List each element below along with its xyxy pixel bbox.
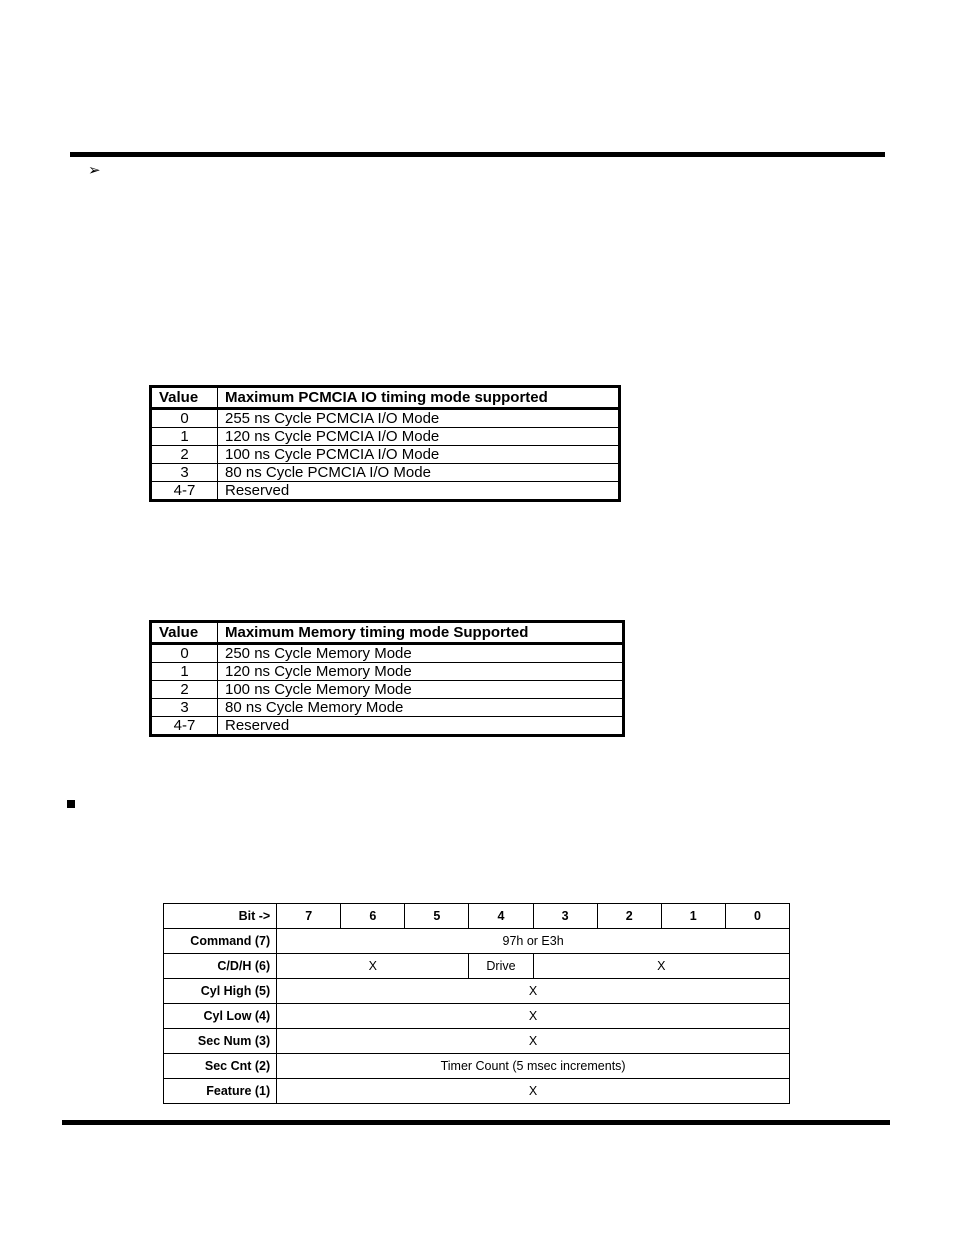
bit-number: 7	[277, 904, 341, 929]
register-row-cyl-low	[164, 1004, 790, 1029]
drive-bit: Drive	[469, 954, 533, 979]
mode-cell: 255 ns Cycle PCMCIA I/O Mode	[218, 409, 620, 428]
mode-cell: 120 ns Cycle Memory Mode	[218, 663, 624, 681]
column-header-value: Value	[151, 622, 218, 644]
mode-cell: 80 ns Cycle PCMCIA I/O Mode	[218, 464, 620, 482]
square-bullet-icon	[67, 800, 75, 808]
value-cell: 0	[151, 409, 218, 428]
register-name: Feature (1)	[164, 1079, 277, 1104]
value-cell: 4-7	[151, 717, 218, 736]
value-cell: 3	[151, 699, 218, 717]
value-cell: 0	[151, 644, 218, 663]
pcmcia-timing-table	[149, 385, 621, 502]
register-name: Sec Cnt (2)	[164, 1054, 277, 1079]
bit-number: 5	[405, 904, 469, 929]
table-header-row	[151, 622, 624, 644]
value-cell: 1	[151, 428, 218, 446]
register-row-cyl-high	[164, 979, 790, 1004]
bit-label: Bit ->	[164, 904, 277, 929]
table-row	[151, 428, 620, 446]
table-row	[151, 482, 620, 501]
header-rule	[70, 152, 885, 157]
register-name: C/D/H (6)	[164, 954, 277, 979]
register-value: X	[277, 979, 790, 1004]
register-value: Timer Count (5 msec increments)	[277, 1054, 790, 1079]
bit-number: 6	[341, 904, 405, 929]
register-name: Command (7)	[164, 929, 277, 954]
mode-cell: 100 ns Cycle PCMCIA I/O Mode	[218, 446, 620, 464]
bit-number: 2	[597, 904, 661, 929]
mode-cell: 120 ns Cycle PCMCIA I/O Mode	[218, 428, 620, 446]
table-header-row	[151, 387, 620, 409]
mode-cell: Reserved	[218, 717, 624, 736]
mode-cell: 100 ns Cycle Memory Mode	[218, 681, 624, 699]
value-cell: 3	[151, 464, 218, 482]
value-cell: 4-7	[151, 482, 218, 501]
table-row	[151, 699, 624, 717]
mode-cell: Reserved	[218, 482, 620, 501]
register-name: Cyl Low (4)	[164, 1004, 277, 1029]
table-row	[151, 681, 624, 699]
table-row	[151, 663, 624, 681]
value-cell: 1	[151, 663, 218, 681]
column-header-value: Value	[151, 387, 218, 409]
bit-number: 0	[725, 904, 789, 929]
register-row-cdh	[164, 954, 790, 979]
bit-number: 3	[533, 904, 597, 929]
register-name: Cyl High (5)	[164, 979, 277, 1004]
command-register-table	[163, 903, 790, 1104]
table-row	[151, 717, 624, 736]
register-row-feature	[164, 1079, 790, 1104]
register-name: Sec Num (3)	[164, 1029, 277, 1054]
mode-cell: 80 ns Cycle Memory Mode	[218, 699, 624, 717]
column-header-mode: Maximum Memory timing mode Supported	[218, 622, 624, 644]
register-value-upper: X	[277, 954, 469, 979]
value-cell: 2	[151, 446, 218, 464]
value-cell: 2	[151, 681, 218, 699]
register-row-sec-num	[164, 1029, 790, 1054]
bit-number: 1	[661, 904, 725, 929]
arrow-bullet-icon: ➢	[88, 162, 101, 179]
register-value-lower: X	[533, 954, 789, 979]
register-row-command	[164, 929, 790, 954]
register-value: X	[277, 1079, 790, 1104]
register-value: X	[277, 1004, 790, 1029]
table-row	[151, 446, 620, 464]
mode-cell: 250 ns Cycle Memory Mode	[218, 644, 624, 663]
register-row-sec-cnt	[164, 1054, 790, 1079]
memory-timing-table	[149, 620, 625, 737]
table-row	[151, 464, 620, 482]
column-header-mode: Maximum PCMCIA IO timing mode supported	[218, 387, 620, 409]
bit-number: 4	[469, 904, 533, 929]
table-row	[151, 644, 624, 663]
footer-rule	[62, 1120, 890, 1125]
register-value: X	[277, 1029, 790, 1054]
bit-header-row	[164, 904, 790, 929]
register-value: 97h or E3h	[277, 929, 790, 954]
table-row	[151, 409, 620, 428]
